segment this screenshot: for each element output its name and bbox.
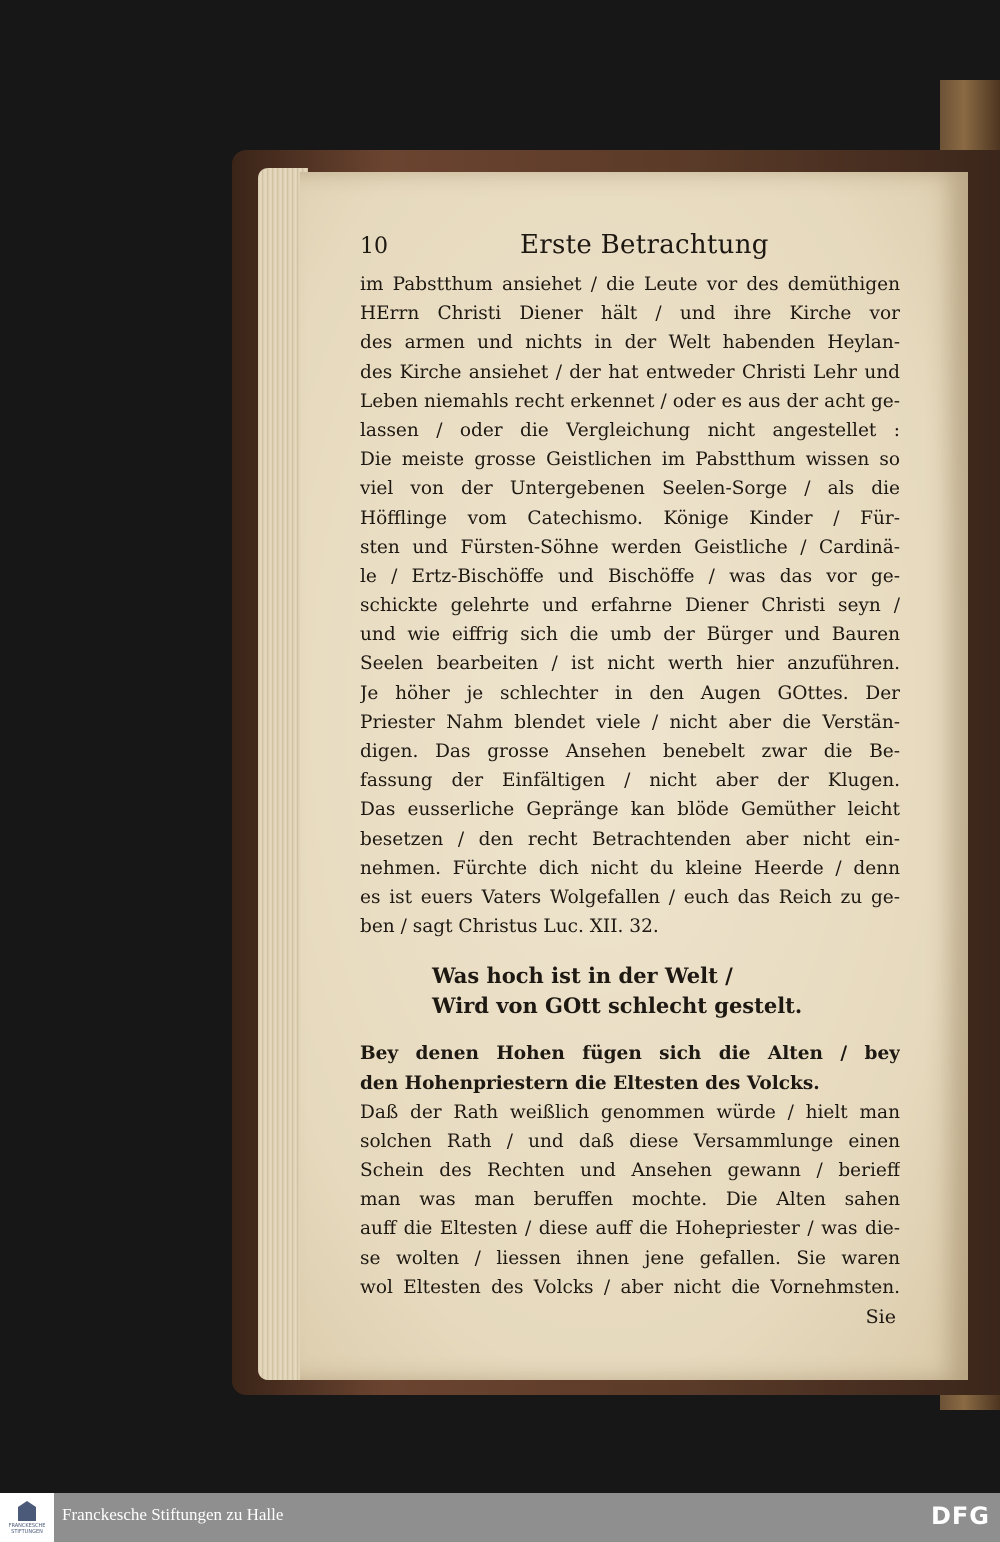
building-icon [18, 1501, 36, 1521]
text-line: Priester Nahm blendet viele / nicht aber die Verstän- [360, 711, 900, 733]
text-line: Höfflinge vom Catechismo. Könige Kinder / Für- [360, 507, 900, 529]
dfg-logo[interactable]: DFG [930, 1502, 990, 1530]
text-line: HErrn Christi Diener hält / und ihre Kirche vor [360, 303, 900, 325]
text-line: sten und Fürsten-Söhne werden Geistliche / Cardinä- [360, 536, 900, 558]
text-line: des armen und nichts in der Welt habenden Heylan- [360, 332, 900, 354]
text-line: se wolten / liessen ihnen jene gefallen. Sie waren [360, 1247, 900, 1269]
text-line: le / Ertz-Bischöffe und Bischöffe / was das vor ge- [360, 565, 900, 587]
text-line: und wie eiffrig sich die umb der Bürger und Bauren [360, 624, 900, 646]
text-line: es ist euers Vaters Wolgefallen / euch das Reich zu ge- [360, 886, 900, 908]
logo-text: FRANCKESCHE STIFTUNGEN [8, 1523, 46, 1535]
text-line: man was man beruffen mochte. Die Alten sahen [360, 1189, 900, 1211]
text-line: besetzen / den recht Betrachtenden aber nicht ein- [360, 828, 900, 850]
running-head: Erste Betrachtung [520, 230, 769, 260]
footer-bar [0, 1493, 1000, 1542]
institution-logo[interactable] [0, 1493, 54, 1542]
text-line: Daß der Rath weißlich genommen würde / hielt man [360, 1101, 900, 1123]
page-text [360, 230, 900, 1332]
text-line: solchen Rath / und daß diese Versammlunge einen [360, 1130, 900, 1152]
catchword: Sie [865, 1306, 896, 1328]
text-line: Das eusserliche Gepränge kan blöde Gemüther leicht [360, 799, 900, 821]
text-line: wol Eltesten des Volcks / aber nicht die Vornehmsten. [360, 1276, 900, 1298]
text-line: nehmen. Fürchte dich nicht du kleine Heerde / denn [360, 857, 900, 879]
text-line: den Hohenpriestern die Eltesten des Volcks. [360, 1072, 820, 1094]
text-line: Bey denen Hohen fügen sich die Alten / bey [360, 1043, 900, 1065]
text-line: viel von der Untergebenen Seelen-Sorge / als die [360, 478, 900, 500]
text-line: lassen / oder die Vergleichung nicht angestellet : [360, 419, 900, 441]
motto-line: Was hoch ist in der Welt / [432, 963, 733, 989]
text-line: Schein des Rechten und Ansehen gewann / berieff [360, 1160, 900, 1182]
text-line: ben / sagt Christus Luc. XII. 32. [360, 916, 659, 938]
institution-name[interactable]: Franckesche Stiftungen zu Halle [62, 1505, 284, 1524]
paragraph-1 [360, 270, 900, 941]
text-line: im Pabstthum ansiehet / die Leute vor des demüthigen [360, 274, 900, 295]
text-line: Je höher je schlechter in den Augen GOttes. Der [360, 682, 900, 704]
text-line: schickte gelehrte und erfahrne Diener Christi seyn / [360, 595, 900, 617]
text-line: digen. Das grosse Ansehen benebelt zwar die Be- [360, 741, 900, 762]
motto [360, 961, 900, 1021]
motto-line: Wird von GOtt schlecht gestelt. [432, 993, 803, 1019]
text-line: des Kirche ansiehet / der hat entweder Christi Lehr und [360, 361, 900, 383]
page-header [360, 230, 900, 270]
text-line: Die meiste grosse Geistlichen im Pabstthum wissen so [360, 449, 900, 471]
paragraph-2 [360, 1039, 900, 1302]
text-line: fassung der Einfältigen / nicht aber der Klugen. [360, 770, 900, 792]
page-number: 10 [360, 234, 388, 259]
text-line: Seelen bearbeiten / ist nicht werth hier anzuführen. [360, 653, 900, 675]
text-line: Leben niemahls recht erkennet / oder es aus der acht ge- [360, 390, 900, 412]
book-page [300, 172, 968, 1380]
text-line: auff die Eltesten / diese auff die Hohepriester / was die- [360, 1218, 900, 1240]
